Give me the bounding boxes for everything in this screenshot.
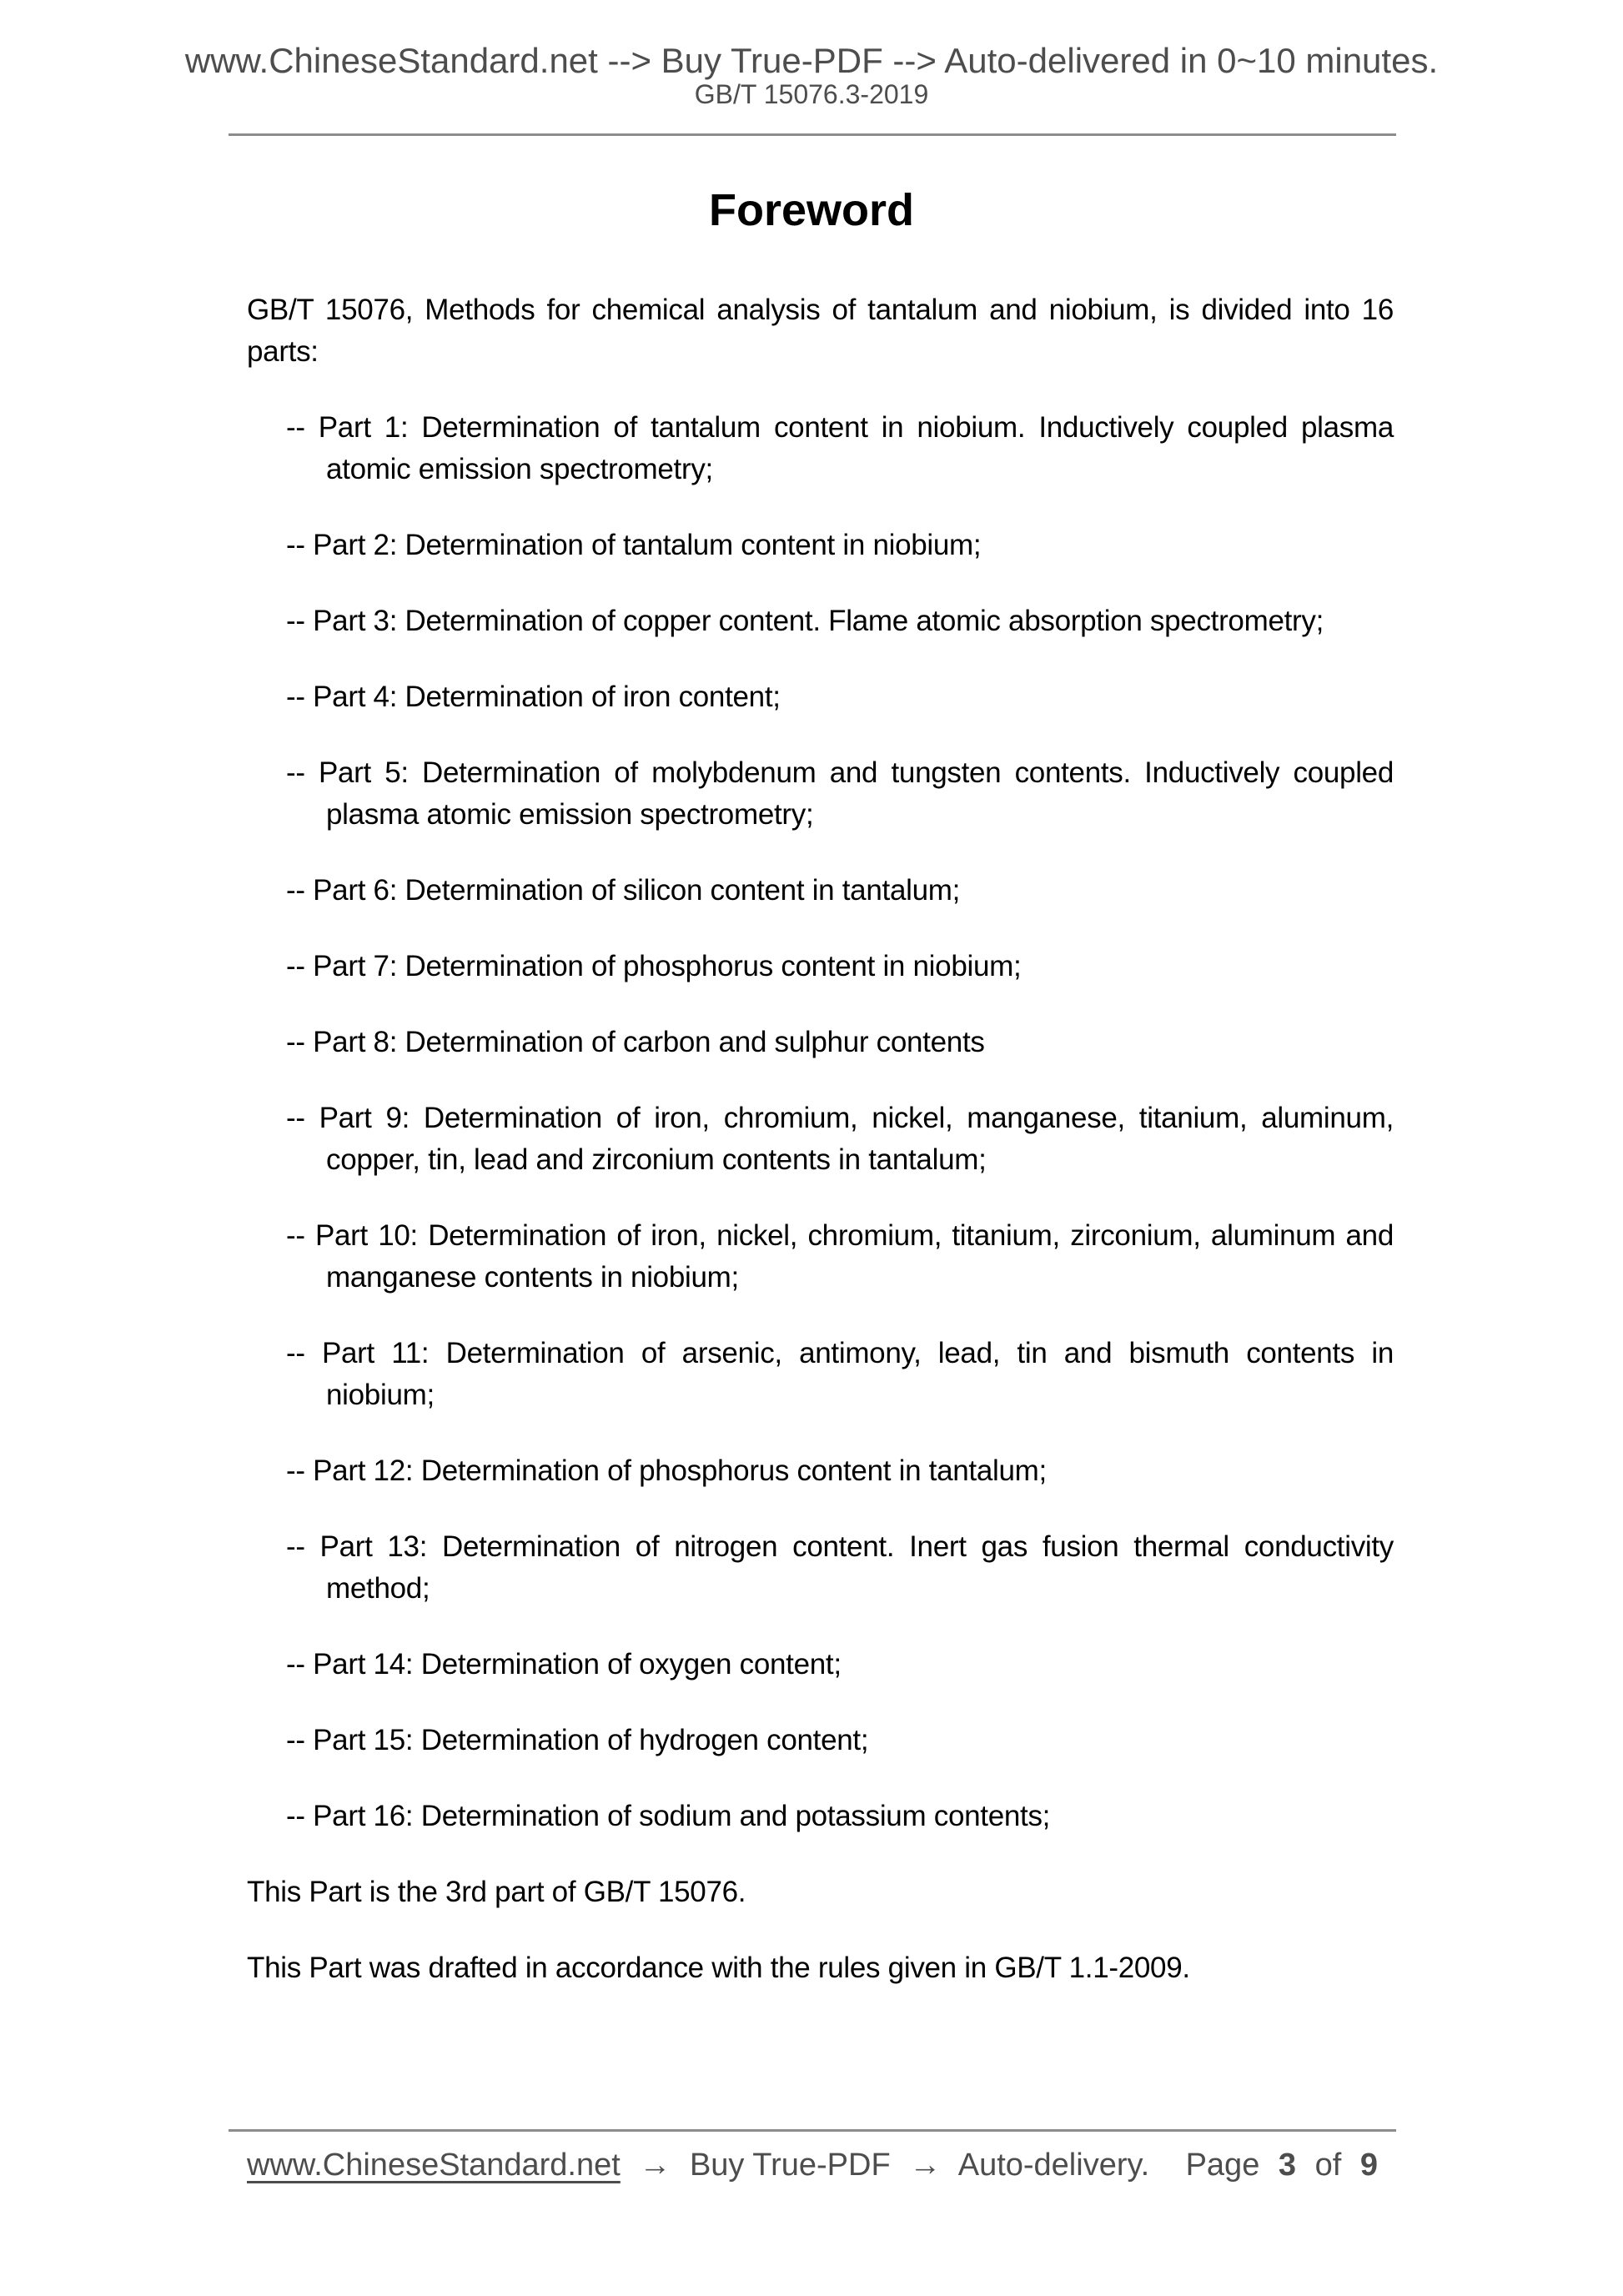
footer [247,2145,1378,2185]
doc-number: GB/T 15076.3-2019 [694,79,929,109]
part-item-4: -- Part 4: Determination of iron content; [286,681,781,713]
part-item-6: -- Part 6: Determination of silicon content in tantalum; [286,874,961,907]
part-item-15: -- Part 15: Determination of hydrogen content; [286,1724,869,1756]
footer-buy-text: Buy True-PDF [689,2148,891,2183]
footer-rule [229,2129,1396,2132]
part-item-8: -- Part 8: Determination of carbon and sulphur contents [286,1026,985,1058]
page-indicator [1176,2145,1378,2185]
of-label: of [1314,2148,1342,2183]
document-body [247,289,1394,2023]
part-item-13: -- Part 13: Determination of nitrogen content. Inert gas fusion thermal conductivity method; [286,1530,1394,1605]
intro-paragraph: GB/T 15076, Methods for chemical analysis of tantalum and niobium, is divided into 16 parts: [247,294,1394,368]
page-title: Foreword [708,185,914,235]
part-item-1: -- Part 1: Determination of tantalum content in niobium. Inductively coupled plasma atomic emission spectrometry; [286,411,1394,485]
part-item-5: -- Part 5: Determination of molybdenum and tungsten contents. Inductively coupled plasma atomic emission spectrometry; [286,756,1394,831]
parts-list [247,407,1394,1837]
part-item-9: -- Part 9: Determination of iron, chromium, nickel, manganese, titanium, aluminum, copper, tin, lead and zirconium contents in tantalum; [286,1102,1394,1176]
closing-paragraph-2: This Part was drafted in accordance with the rules given in GB/T 1.1-2009. [247,1952,1190,1984]
part-item-12: -- Part 12: Determination of phosphorus content in tantalum; [286,1454,1047,1487]
part-item-11: -- Part 11: Determination of arsenic, antimony, lead, tin and bismuth contents in niobium; [286,1337,1394,1411]
footer-arrow-icon-1: → [639,2148,671,2183]
footer-link[interactable]: www.ChineseStandard.net [247,2148,621,2183]
header-url-line: www.ChineseStandard.net --> Buy True-PDF --> Auto-delivered in 0~10 minutes. [184,41,1439,80]
part-item-3: -- Part 3: Determination of copper content. Flame atomic absorption spectrometry; [286,605,1324,637]
part-item-16: -- Part 16: Determination of sodium and potassium contents; [286,1800,1051,1832]
footer-arrow-icon-2: → [909,2148,942,2183]
header-rule [229,133,1396,136]
page-current: 3 [1278,2148,1297,2183]
footer-source-line [247,2145,1149,2185]
part-item-7: -- Part 7: Determination of phosphorus content in niobium; [286,950,1022,982]
page-total: 9 [1359,2148,1378,2183]
page-label: Page [1185,2148,1260,2183]
closing-paragraph-1: This Part is the 3rd part of GB/T 15076. [247,1876,746,1908]
part-item-2: -- Part 2: Determination of tantalum content in niobium; [286,529,982,561]
footer-delivery-text: Auto-delivery. [957,2148,1150,2183]
part-item-10: -- Part 10: Determination of iron, nickel, chromium, titanium, zirconium, aluminum and manganese contents in niobium; [286,1219,1394,1294]
part-item-14: -- Part 14: Determination of oxygen content; [286,1648,842,1681]
